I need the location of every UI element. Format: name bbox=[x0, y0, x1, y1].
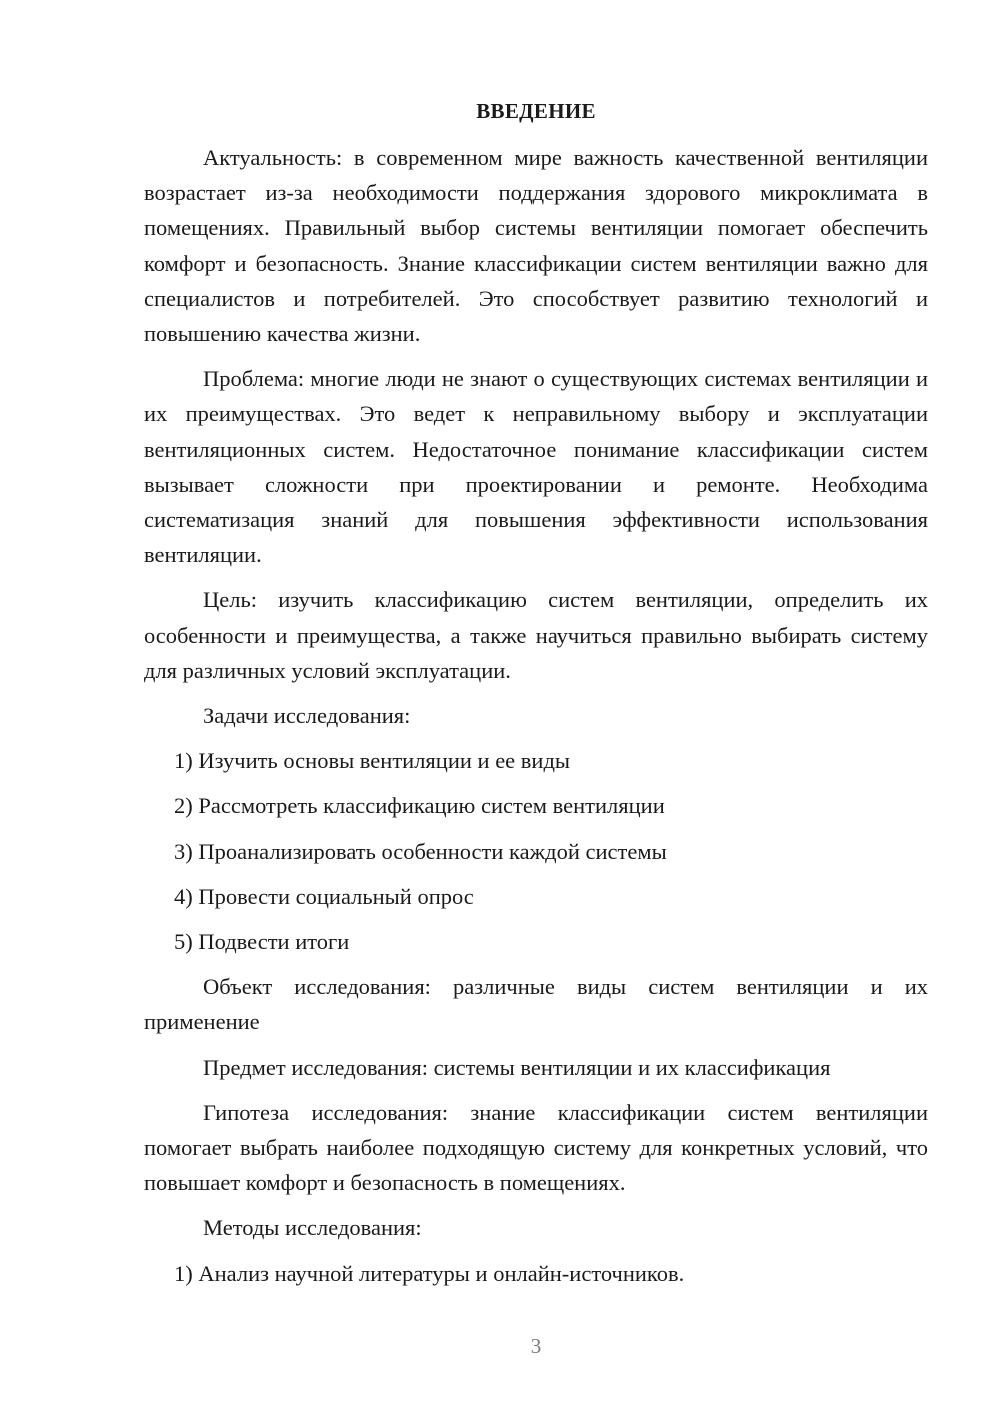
section-title: ВВЕДЕНИЕ bbox=[476, 99, 596, 123]
task-item: 3) Проанализировать особенности каждой системы bbox=[174, 838, 667, 864]
task-item: 1) Изучить основы вентиляции и ее виды bbox=[174, 748, 571, 774]
hypothesis-paragraph: Гипотеза исследования: знание классификации систем вентиляции помогает выбрать наиболее подходящую систему для конкретных условий, что повышает комфорт и безопасность в помещениях. bbox=[144, 1099, 928, 1196]
task-item: 2) Рассмотреть классификацию систем вентиляции bbox=[174, 793, 665, 819]
methods-heading: Методы исследования: bbox=[203, 1215, 422, 1241]
task-item: 4) Провести социальный опрос bbox=[174, 883, 474, 909]
task-item: 5) Подвести итоги bbox=[174, 929, 350, 955]
method-item: 1) Анализ научной литературы и онлайн-источников. bbox=[174, 1260, 685, 1286]
object-paragraph: Объект исследования: различные виды систем вентиляции и их применение bbox=[144, 974, 928, 1035]
subject-paragraph: Предмет исследования: системы вентиляции и их классификация bbox=[203, 1054, 831, 1080]
page-content bbox=[144, 96, 928, 1301]
tasks-list bbox=[144, 743, 928, 959]
problem-paragraph: Проблема: многие люди не знают о существующих системах вентиляции и их преимуществах. Это ведет к неправильному выбору и эксплуатации вентиляционных систем. Недостаточное понимание классификации систем вызывает сложности при проектировании и ремонте. Необходима систематизация знаний для повышения эффективности использования вентиляции. bbox=[144, 366, 928, 568]
goal-paragraph: Цель: изучить классификацию систем вентиляции, определить их особенности и преимущества, а также научиться правильно выбирать систему для различных условий эксплуатации. bbox=[144, 587, 928, 683]
page-number: 3 bbox=[530, 1334, 542, 1358]
methods-list bbox=[144, 1256, 928, 1291]
relevance-paragraph: Актуальность: в современном мире важность качественной вентиляции возрастает из-за необходимости поддержания здорового микроклимата в помещениях. Правильный выбор системы вентиляции помогает обеспечить комфорт и безопасность. Знание классификации систем вентиляции важно для специалистов и потребителей. Это способствует развитию технологий и повышению качества жизни. bbox=[144, 145, 928, 347]
tasks-heading: Задачи исследования: bbox=[203, 703, 411, 729]
